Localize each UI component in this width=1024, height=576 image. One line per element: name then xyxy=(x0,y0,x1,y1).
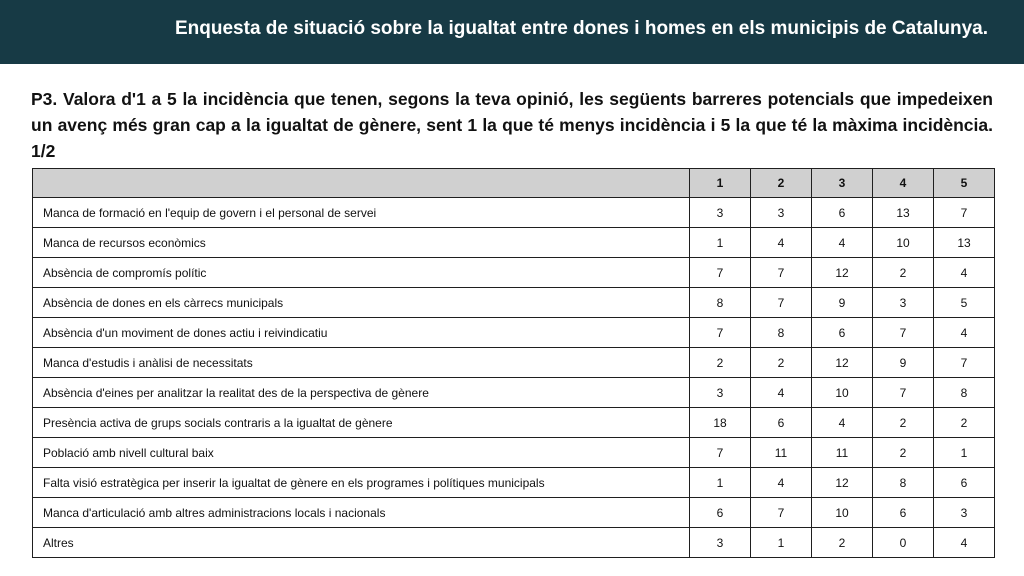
row-label: Falta visió estratègica per inserir la igualtat de gènere en els programes i polítiques municipals xyxy=(33,468,690,498)
count-cell: 11 xyxy=(812,438,873,468)
count-cell: 7 xyxy=(690,318,751,348)
table-row xyxy=(33,528,995,558)
count-cell: 3 xyxy=(934,498,995,528)
column-header: 1 xyxy=(690,169,751,198)
count-cell: 4 xyxy=(751,228,812,258)
row-label: Manca d'articulació amb altres administracions locals i nacionals xyxy=(33,498,690,528)
count-cell: 3 xyxy=(690,528,751,558)
count-cell: 6 xyxy=(690,498,751,528)
count-cell: 2 xyxy=(751,348,812,378)
table-row xyxy=(33,408,995,438)
count-cell: 1 xyxy=(934,438,995,468)
count-cell: 7 xyxy=(690,258,751,288)
row-label: Absència de dones en els càrrecs municipals xyxy=(33,288,690,318)
count-cell: 4 xyxy=(934,318,995,348)
table-row xyxy=(33,468,995,498)
count-cell: 4 xyxy=(751,468,812,498)
count-cell: 4 xyxy=(812,408,873,438)
row-label: Manca d'estudis i anàlisi de necessitats xyxy=(33,348,690,378)
count-cell: 2 xyxy=(934,408,995,438)
count-cell: 9 xyxy=(812,288,873,318)
table-row xyxy=(33,258,995,288)
count-cell: 9 xyxy=(873,348,934,378)
count-cell: 1 xyxy=(690,228,751,258)
count-cell: 7 xyxy=(751,498,812,528)
count-cell: 12 xyxy=(812,468,873,498)
row-label: Altres xyxy=(33,528,690,558)
header-band xyxy=(0,0,1024,64)
table-row xyxy=(33,348,995,378)
count-cell: 6 xyxy=(934,468,995,498)
count-cell: 10 xyxy=(873,228,934,258)
table-row xyxy=(33,498,995,528)
count-cell: 7 xyxy=(934,348,995,378)
header-label-cell xyxy=(33,169,690,198)
count-cell: 6 xyxy=(751,408,812,438)
count-cell: 18 xyxy=(690,408,751,438)
count-cell: 4 xyxy=(934,258,995,288)
results-table xyxy=(32,168,995,558)
count-cell: 8 xyxy=(873,468,934,498)
count-cell: 8 xyxy=(751,318,812,348)
question-text: P3. Valora d'1 a 5 la incidència que tenen, segons la teva opinió, les següents barreres potencials que impedeixen un avenç més gran cap a la igualtat de gènere, sent 1 la que té menys incidència i 5 la que té la màxima incidència. 1/2 xyxy=(31,89,993,161)
row-label: Absència d'eines per analitzar la realitat des de la perspectiva de gènere xyxy=(33,378,690,408)
count-cell: 5 xyxy=(934,288,995,318)
row-label: Presència activa de grups socials contraris a la igualtat de gènere xyxy=(33,408,690,438)
count-cell: 2 xyxy=(690,348,751,378)
table-row xyxy=(33,198,995,228)
table-row xyxy=(33,438,995,468)
table-header-row xyxy=(33,169,995,198)
count-cell: 6 xyxy=(812,318,873,348)
count-cell: 7 xyxy=(751,288,812,318)
count-cell: 12 xyxy=(812,348,873,378)
row-label: Manca de formació en l'equip de govern i el personal de servei xyxy=(33,198,690,228)
count-cell: 8 xyxy=(934,378,995,408)
count-cell: 1 xyxy=(690,468,751,498)
count-cell: 1 xyxy=(751,528,812,558)
table-row xyxy=(33,228,995,258)
count-cell: 3 xyxy=(690,198,751,228)
count-cell: 3 xyxy=(873,288,934,318)
page-title: Enquesta de situació sobre la igualtat entre dones i homes en els municipis de Catalunya. xyxy=(175,18,988,39)
row-label: Població amb nivell cultural baix xyxy=(33,438,690,468)
count-cell: 7 xyxy=(751,258,812,288)
count-cell: 12 xyxy=(812,258,873,288)
table-row xyxy=(33,378,995,408)
count-cell: 7 xyxy=(873,318,934,348)
count-cell: 2 xyxy=(873,408,934,438)
count-cell: 3 xyxy=(690,378,751,408)
count-cell: 10 xyxy=(812,378,873,408)
count-cell: 8 xyxy=(690,288,751,318)
count-cell: 6 xyxy=(873,498,934,528)
count-cell: 7 xyxy=(690,438,751,468)
count-cell: 3 xyxy=(751,198,812,228)
count-cell: 6 xyxy=(812,198,873,228)
count-cell: 11 xyxy=(751,438,812,468)
count-cell: 2 xyxy=(812,528,873,558)
count-cell: 2 xyxy=(873,438,934,468)
count-cell: 7 xyxy=(873,378,934,408)
row-label: Manca de recursos econòmics xyxy=(33,228,690,258)
count-cell: 4 xyxy=(751,378,812,408)
table-row xyxy=(33,318,995,348)
count-cell: 2 xyxy=(873,258,934,288)
count-cell: 13 xyxy=(934,228,995,258)
count-cell: 13 xyxy=(873,198,934,228)
count-cell: 7 xyxy=(934,198,995,228)
count-cell: 0 xyxy=(873,528,934,558)
column-header: 3 xyxy=(812,169,873,198)
count-cell: 10 xyxy=(812,498,873,528)
row-label: Absència d'un moviment de dones actiu i reivindicatiu xyxy=(33,318,690,348)
row-label: Absència de compromís polític xyxy=(33,258,690,288)
column-header: 5 xyxy=(934,169,995,198)
count-cell: 4 xyxy=(934,528,995,558)
table-row xyxy=(33,288,995,318)
column-header: 4 xyxy=(873,169,934,198)
count-cell: 4 xyxy=(812,228,873,258)
column-header: 2 xyxy=(751,169,812,198)
